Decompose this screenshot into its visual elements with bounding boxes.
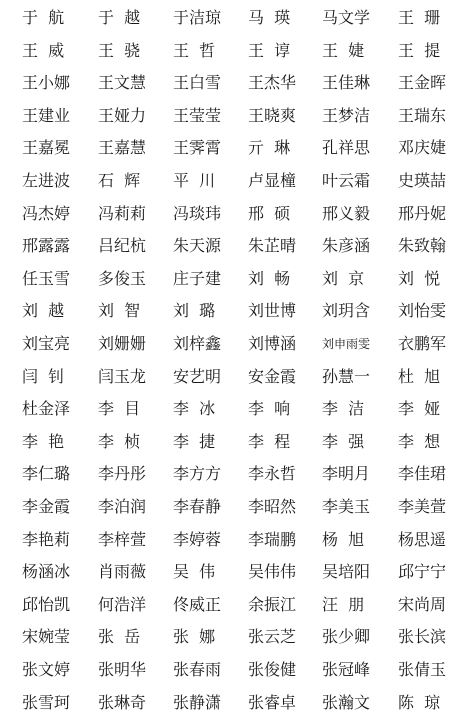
name-cell: 刘博涵	[248, 334, 297, 353]
name-row	[0, 196, 468, 232]
name-row	[0, 65, 468, 101]
name-cell: 衣鹏军	[398, 334, 447, 353]
name-cell: 李 捷	[173, 431, 216, 451]
name-cell: 张雪珂	[22, 692, 71, 712]
name-cell: 肖雨薇	[98, 562, 147, 582]
name-row	[0, 685, 468, 721]
name-cell: 刘申雨雯	[322, 337, 371, 351]
name-cell: 邱宁宁	[398, 562, 447, 582]
name-cell: 朱芷晴	[248, 236, 297, 256]
name-cell: 王小娜	[22, 73, 71, 93]
name-row	[0, 652, 468, 688]
name-cell: 李金霞	[22, 497, 71, 516]
name-cell: 李丹彤	[98, 464, 147, 484]
name-cell: 李 强	[322, 431, 365, 451]
name-cell: 杜金泽	[22, 399, 71, 419]
name-cell: 李 目	[98, 399, 141, 419]
name-cell: 李瑞鹏	[248, 529, 297, 549]
name-cell: 王梦洁	[322, 105, 371, 125]
name-cell: 左进波	[22, 171, 71, 190]
name-cell: 王嘉慧	[98, 138, 147, 158]
name-cell: 王 谆	[248, 40, 291, 60]
name-row	[0, 391, 468, 427]
name-cell: 冯莉莉	[98, 203, 147, 223]
name-cell: 张云芝	[248, 627, 297, 647]
name-cell: 王嘉冕	[22, 138, 71, 158]
name-row	[0, 228, 468, 264]
name-cell: 王瑞东	[398, 105, 447, 125]
name-row	[0, 522, 468, 558]
name-cell: 李 艳	[22, 431, 65, 451]
name-cell: 冯琰玮	[173, 203, 222, 223]
name-cell: 冯杰婷	[22, 203, 71, 223]
name-cell: 李 洁	[322, 399, 365, 419]
name-cell: 王白雪	[173, 73, 222, 93]
name-cell: 余振江	[248, 594, 297, 614]
name-row	[0, 163, 468, 199]
name-row	[0, 326, 468, 362]
name-cell: 宋婉莹	[22, 627, 71, 647]
name-cell: 李 程	[248, 431, 291, 451]
name-cell: 刘梓鑫	[173, 334, 222, 353]
name-cell: 叶云霜	[322, 171, 371, 190]
name-cell: 多俊玉	[98, 268, 147, 288]
name-cell: 李永哲	[248, 464, 297, 484]
name-cell: 刘宝亮	[22, 334, 71, 353]
name-cell: 李 想	[398, 431, 441, 451]
name-cell: 闫玉龙	[98, 366, 147, 386]
name-cell: 何浩洋	[98, 594, 147, 614]
name-cell: 安金霞	[248, 366, 297, 386]
name-cell: 王文慧	[98, 73, 147, 93]
name-cell: 张冠峰	[322, 660, 371, 679]
name-cell: 刘 畅	[248, 268, 291, 288]
name-row	[0, 130, 468, 166]
name-cell: 于洁琼	[173, 8, 222, 27]
name-cell: 刘姗姗	[98, 334, 147, 353]
name-cell: 李美玉	[322, 497, 371, 516]
name-cell: 王 提	[398, 40, 441, 60]
name-cell: 张春雨	[173, 660, 222, 679]
name-cell: 闫 钊	[22, 366, 65, 386]
name-cell: 邢丹妮	[398, 203, 447, 223]
name-row	[0, 456, 468, 492]
name-cell: 王娅力	[98, 105, 147, 125]
name-cell: 王霁霄	[173, 138, 222, 158]
name-cell: 刘怡雯	[398, 301, 447, 321]
name-cell: 李方方	[173, 464, 222, 484]
name-row	[0, 261, 468, 297]
name-cell: 张文婷	[22, 660, 71, 679]
name-cell: 张 岳	[98, 627, 141, 647]
name-cell: 李明月	[322, 464, 371, 484]
name-cell: 于 航	[22, 8, 65, 27]
name-cell: 吴伟伟	[248, 562, 297, 582]
name-cell: 马文学	[322, 8, 371, 27]
name-cell: 张明华	[98, 660, 147, 679]
name-cell: 张琳奇	[98, 692, 147, 712]
name-cell: 杨涵冰	[22, 562, 71, 582]
name-cell: 朱天源	[173, 236, 222, 256]
name-row	[0, 587, 468, 623]
name-cell: 李梓萱	[98, 529, 147, 549]
name-cell: 杨思遥	[398, 529, 447, 549]
name-cell: 王 威	[22, 40, 65, 60]
name-cell: 汪 朋	[322, 594, 365, 614]
name-cell: 朱彦涵	[322, 236, 371, 256]
name-cell: 张俊健	[248, 660, 297, 679]
name-cell: 李美萱	[398, 497, 447, 516]
name-cell: 吴 伟	[173, 562, 216, 582]
name-row	[0, 359, 468, 395]
name-cell: 王晓爽	[248, 105, 297, 125]
name-cell: 吴培阳	[322, 562, 371, 582]
name-row	[0, 554, 468, 590]
name-cell: 李昭然	[248, 497, 297, 516]
name-cell: 王杰华	[248, 73, 297, 93]
name-cell: 王 珊	[398, 8, 441, 27]
name-cell: 马 瑛	[248, 8, 291, 27]
name-cell: 平 川	[173, 171, 216, 190]
name-cell: 宋尚周	[398, 594, 447, 614]
name-cell: 李佳珺	[398, 464, 447, 484]
name-cell: 刘世博	[248, 301, 297, 321]
name-cell: 王 哲	[173, 40, 216, 60]
name-cell: 史瑛喆	[398, 171, 447, 190]
name-cell: 杨 旭	[322, 529, 365, 549]
name-cell: 安艺明	[173, 366, 222, 386]
name-cell: 邱怡凯	[22, 594, 71, 614]
name-cell: 张睿卓	[248, 692, 297, 712]
name-cell: 王 婕	[322, 40, 365, 60]
name-cell: 李 冰	[173, 399, 216, 419]
name-cell: 刘 京	[322, 268, 365, 288]
name-cell: 张瀚文	[322, 692, 371, 712]
name-cell: 李 娅	[398, 399, 441, 419]
name-cell: 李艳莉	[22, 529, 71, 549]
name-cell: 任玉雪	[22, 268, 71, 288]
name-cell: 王建业	[22, 105, 71, 125]
name-cell: 王 骁	[98, 40, 141, 60]
name-cell: 王金晖	[398, 73, 447, 93]
name-cell: 邢义毅	[322, 203, 371, 223]
name-cell: 孔祥思	[322, 138, 371, 158]
name-cell: 邓庆婕	[398, 138, 447, 158]
name-row	[0, 424, 468, 460]
name-cell: 杜 旭	[398, 366, 441, 386]
name-cell: 卢显橦	[248, 171, 297, 190]
name-cell: 于 越	[98, 8, 141, 27]
name-cell: 张静潇	[173, 692, 222, 712]
name-cell: 王莹莹	[173, 105, 222, 125]
name-row	[0, 293, 468, 329]
name-cell: 石 辉	[98, 171, 141, 190]
name-cell: 邢 硕	[248, 203, 291, 223]
name-cell: 张 娜	[173, 627, 216, 647]
name-cell: 王佳琳	[322, 73, 371, 93]
name-cell: 张少卿	[322, 627, 371, 647]
name-cell: 刘 越	[22, 301, 65, 321]
name-cell: 刘玥含	[322, 301, 371, 321]
name-row	[0, 33, 468, 69]
name-cell: 佟威正	[173, 594, 222, 614]
name-cell: 孙慧一	[322, 366, 371, 386]
name-cell: 李泊润	[98, 497, 147, 516]
name-cell: 刘 璐	[173, 301, 216, 321]
name-cell: 亓 琳	[248, 138, 291, 158]
name-row	[0, 0, 468, 36]
name-cell: 刘 悦	[398, 268, 441, 288]
name-cell: 李仁璐	[22, 464, 71, 484]
name-row	[0, 619, 468, 655]
name-cell: 张倩玉	[398, 660, 447, 679]
name-cell: 李 响	[248, 399, 291, 419]
name-cell: 陈 琼	[398, 692, 441, 712]
name-row	[0, 489, 468, 525]
name-cell: 李婷蓉	[173, 529, 222, 549]
name-cell: 李 桢	[98, 431, 141, 451]
name-cell: 吕纪杭	[98, 236, 147, 256]
name-cell: 张长滨	[398, 627, 447, 647]
name-cell: 庄子建	[173, 268, 222, 288]
name-row	[0, 98, 468, 134]
name-cell: 李春静	[173, 497, 222, 516]
name-cell: 邢露露	[22, 236, 71, 256]
name-cell: 朱致翰	[398, 236, 447, 256]
name-cell: 刘 智	[98, 301, 141, 321]
